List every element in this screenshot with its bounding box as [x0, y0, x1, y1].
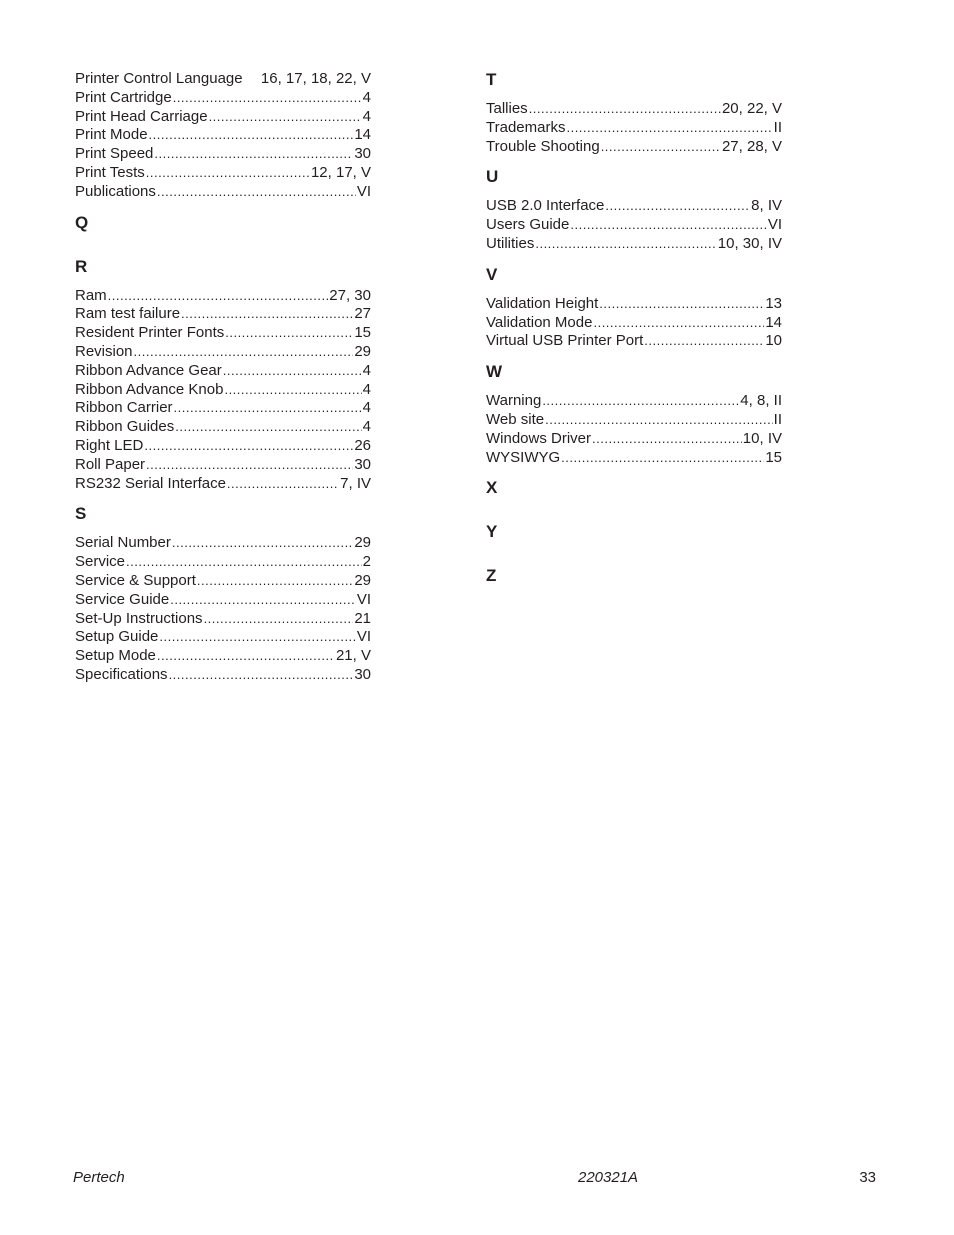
entry-term: Roll Paper	[75, 455, 146, 473]
entry-list	[75, 287, 371, 494]
entry-term: Publications	[75, 182, 156, 200]
index-entry	[75, 456, 371, 475]
entry-term: Service	[75, 553, 126, 571]
index-entry	[486, 332, 782, 351]
dot-leader	[225, 324, 353, 343]
section-letter: X	[486, 478, 498, 498]
entry-list	[75, 70, 371, 202]
entry-term: Warning	[486, 392, 542, 410]
dot-leader	[542, 392, 739, 411]
dot-leader	[592, 430, 742, 449]
dot-leader	[154, 145, 353, 164]
section-letter: W	[486, 362, 503, 382]
dot-leader	[204, 610, 354, 629]
index-entry	[75, 591, 371, 610]
entry-pages: 26	[354, 436, 371, 454]
index-entry	[486, 430, 782, 449]
dot-leader	[149, 126, 354, 145]
dot-leader	[561, 449, 764, 468]
index-section-z	[486, 566, 782, 586]
index-entry	[75, 572, 371, 591]
dot-leader	[223, 362, 362, 381]
index-entry	[486, 392, 782, 411]
index-entry	[486, 138, 782, 157]
entry-pages: 4	[362, 418, 371, 436]
entry-term: Ram test failure	[75, 305, 181, 323]
index-section	[75, 70, 371, 202]
entry-term: WYSIWYG	[486, 448, 561, 466]
entry-pages: 29	[354, 534, 371, 552]
entry-term: Ribbon Guides	[75, 418, 175, 436]
entry-pages: 4, 8, II	[740, 392, 782, 410]
entry-term: Resident Printer Fonts	[75, 324, 225, 342]
entry-pages: VI	[356, 182, 371, 200]
page-footer	[73, 1168, 876, 1188]
index-section-r	[75, 257, 371, 494]
entry-term: Print Head Carriage	[75, 107, 208, 125]
dot-leader	[570, 216, 766, 235]
entry-term: Users Guide	[486, 216, 570, 234]
index-section-v	[486, 265, 782, 351]
index-section-s	[75, 504, 371, 684]
index-column-right	[486, 70, 782, 610]
index-entry	[75, 399, 371, 418]
entry-term: Printer Control Language	[75, 70, 243, 87]
entry-term: Print Speed	[75, 145, 154, 163]
entry-pages: VI	[767, 216, 782, 234]
dot-leader	[224, 381, 361, 400]
index-section-t	[486, 70, 782, 156]
entry-pages: 20, 22, V	[721, 100, 782, 117]
dot-leader	[157, 647, 335, 666]
entry-term: Ribbon Carrier	[75, 399, 173, 417]
entry-term: Utilities	[486, 234, 535, 252]
index-entry	[75, 610, 371, 629]
index-entry	[486, 119, 782, 138]
entry-term: Setup Mode	[75, 647, 156, 665]
entry-term: Windows Driver	[486, 429, 592, 447]
index-entry	[75, 628, 371, 647]
dot-leader	[197, 572, 353, 591]
index-entry	[75, 381, 371, 400]
index-entry	[486, 235, 782, 254]
index-section-x	[486, 478, 782, 498]
entry-pages: 14	[765, 313, 782, 331]
footer-document-number: 220321A	[578, 1169, 639, 1186]
dot-leader	[601, 138, 721, 157]
entry-term: Right LED	[75, 436, 144, 454]
entry-pages: 21, V	[335, 647, 371, 665]
entry-pages: 30	[354, 455, 371, 473]
dot-leader	[566, 119, 772, 138]
index-entry	[75, 418, 371, 437]
entry-term: Service Guide	[75, 590, 170, 608]
index-entry	[486, 100, 782, 119]
entry-pages: 10, IV	[742, 429, 782, 447]
entry-term: Trademarks	[486, 118, 566, 136]
entry-pages: 27, 28, V	[721, 137, 782, 155]
index-entry	[486, 197, 782, 216]
index-entry	[486, 449, 782, 468]
entry-pages: 16, 17, 18, 22, V	[260, 70, 371, 87]
entry-pages: 4	[362, 88, 371, 106]
entry-list	[486, 197, 782, 253]
index-entry	[486, 314, 782, 333]
index-entry	[75, 647, 371, 666]
entry-pages: 13	[765, 294, 782, 312]
entry-term: Serial Number	[75, 534, 171, 552]
footer-company: Pertech	[73, 1169, 125, 1186]
entry-term: Specifications	[75, 665, 168, 683]
section-letter: T	[486, 70, 497, 89]
entry-pages: 14	[354, 126, 371, 144]
entry-list	[75, 534, 371, 684]
index-entry	[75, 362, 371, 381]
dot-leader	[227, 475, 339, 494]
section-letter: V	[486, 264, 498, 284]
entry-pages: 12, 17, V	[310, 163, 371, 181]
index-entry	[75, 666, 371, 685]
index-entry	[486, 411, 782, 430]
index-section-q	[75, 213, 371, 233]
index-entry	[75, 534, 371, 553]
section-letter: Y	[486, 522, 498, 542]
entry-pages: VI	[356, 590, 371, 608]
dot-leader	[157, 183, 356, 202]
entry-pages: 8, IV	[751, 197, 782, 215]
dot-leader	[173, 89, 362, 108]
entry-pages: 10	[765, 332, 782, 350]
dot-leader	[134, 343, 354, 362]
index-entry	[75, 89, 371, 108]
index-section-y	[486, 522, 782, 542]
dot-leader	[545, 411, 773, 430]
dot-leader	[644, 332, 764, 351]
section-letter: R	[75, 256, 88, 276]
index-entry	[486, 295, 782, 314]
entry-pages: 4	[362, 399, 371, 417]
dot-leader	[144, 437, 353, 456]
entry-pages: 15	[765, 448, 782, 466]
entry-pages: 15	[354, 324, 371, 342]
entry-pages: 4	[362, 380, 371, 398]
dot-leader	[172, 534, 353, 553]
entry-term: RS232 Serial Interface	[75, 474, 226, 492]
dot-leader	[175, 418, 361, 437]
entry-term: Virtual USB Printer Port	[486, 332, 644, 350]
index-entry	[75, 126, 371, 145]
entry-term: Validation Mode	[486, 313, 593, 331]
entry-term: Setup Guide	[75, 628, 159, 646]
entry-term: Revision	[75, 342, 133, 360]
index-entry	[75, 70, 371, 89]
entry-term: Ribbon Advance Knob	[75, 380, 224, 398]
entry-pages: VI	[356, 628, 371, 646]
dot-leader	[535, 235, 716, 254]
index-entry	[75, 183, 371, 202]
dot-leader	[209, 108, 362, 127]
section-letter: S	[75, 504, 87, 524]
entry-term: USB 2.0 Interface	[486, 197, 605, 215]
index-entry	[75, 164, 371, 183]
entry-pages: 29	[354, 571, 371, 589]
index-entry	[75, 475, 371, 494]
dot-leader	[108, 287, 329, 306]
index-entry	[75, 305, 371, 324]
index-entry	[75, 324, 371, 343]
index-entry	[75, 145, 371, 164]
entry-pages: 27, 30	[329, 286, 371, 304]
entry-pages: 4	[362, 361, 371, 379]
dot-leader	[126, 553, 362, 572]
entry-term: Validation Height	[486, 294, 599, 312]
entry-term: Ram	[75, 286, 107, 304]
entry-pages: 4	[362, 107, 371, 125]
index-entry	[75, 287, 371, 306]
index-entry	[75, 108, 371, 127]
index-entry	[75, 553, 371, 572]
index-entry	[75, 343, 371, 362]
index-entry	[486, 216, 782, 235]
entry-pages: 21	[354, 609, 371, 627]
entry-pages: II	[773, 118, 782, 136]
dot-leader	[174, 399, 362, 418]
entry-term: Trouble Shooting	[486, 137, 600, 155]
section-letter: U	[486, 167, 499, 187]
entry-term: Ribbon Advance Gear	[75, 361, 222, 379]
entry-term: Print Mode	[75, 126, 148, 144]
entry-list	[486, 295, 782, 351]
dot-leader	[169, 666, 354, 685]
entry-pages: 2	[362, 553, 371, 571]
footer-page-number: 33	[859, 1169, 876, 1186]
entry-list	[486, 100, 782, 156]
index-column-left	[75, 70, 371, 696]
dot-leader	[159, 628, 355, 647]
entry-pages: 30	[354, 145, 371, 163]
entry-term: Service & Support	[75, 571, 196, 589]
dot-leader	[146, 164, 310, 183]
entry-pages: II	[773, 410, 782, 428]
entry-pages: 27	[354, 305, 371, 323]
index-entry	[75, 437, 371, 456]
dot-leader	[605, 197, 750, 216]
index-section-w	[486, 362, 782, 467]
dot-leader	[599, 295, 764, 314]
entry-pages: 10, 30, IV	[717, 234, 782, 252]
dot-leader	[593, 314, 764, 333]
entry-list	[486, 392, 782, 467]
entry-term: Tallies	[486, 100, 528, 117]
dot-leader	[529, 100, 721, 119]
dot-leader	[146, 456, 353, 475]
entry-pages: 30	[354, 665, 371, 683]
index-section-u	[486, 167, 782, 253]
dot-leader	[170, 591, 356, 610]
entry-term: Print Tests	[75, 163, 145, 181]
entry-term: Set-Up Instructions	[75, 609, 203, 627]
entry-pages: 29	[354, 342, 371, 360]
dot-leader	[181, 305, 353, 324]
section-letter: Q	[75, 212, 89, 232]
entry-pages: 7, IV	[340, 474, 371, 492]
section-letter: Z	[486, 566, 497, 586]
entry-term: Web site	[486, 410, 545, 428]
entry-term: Print Cartridge	[75, 88, 172, 106]
